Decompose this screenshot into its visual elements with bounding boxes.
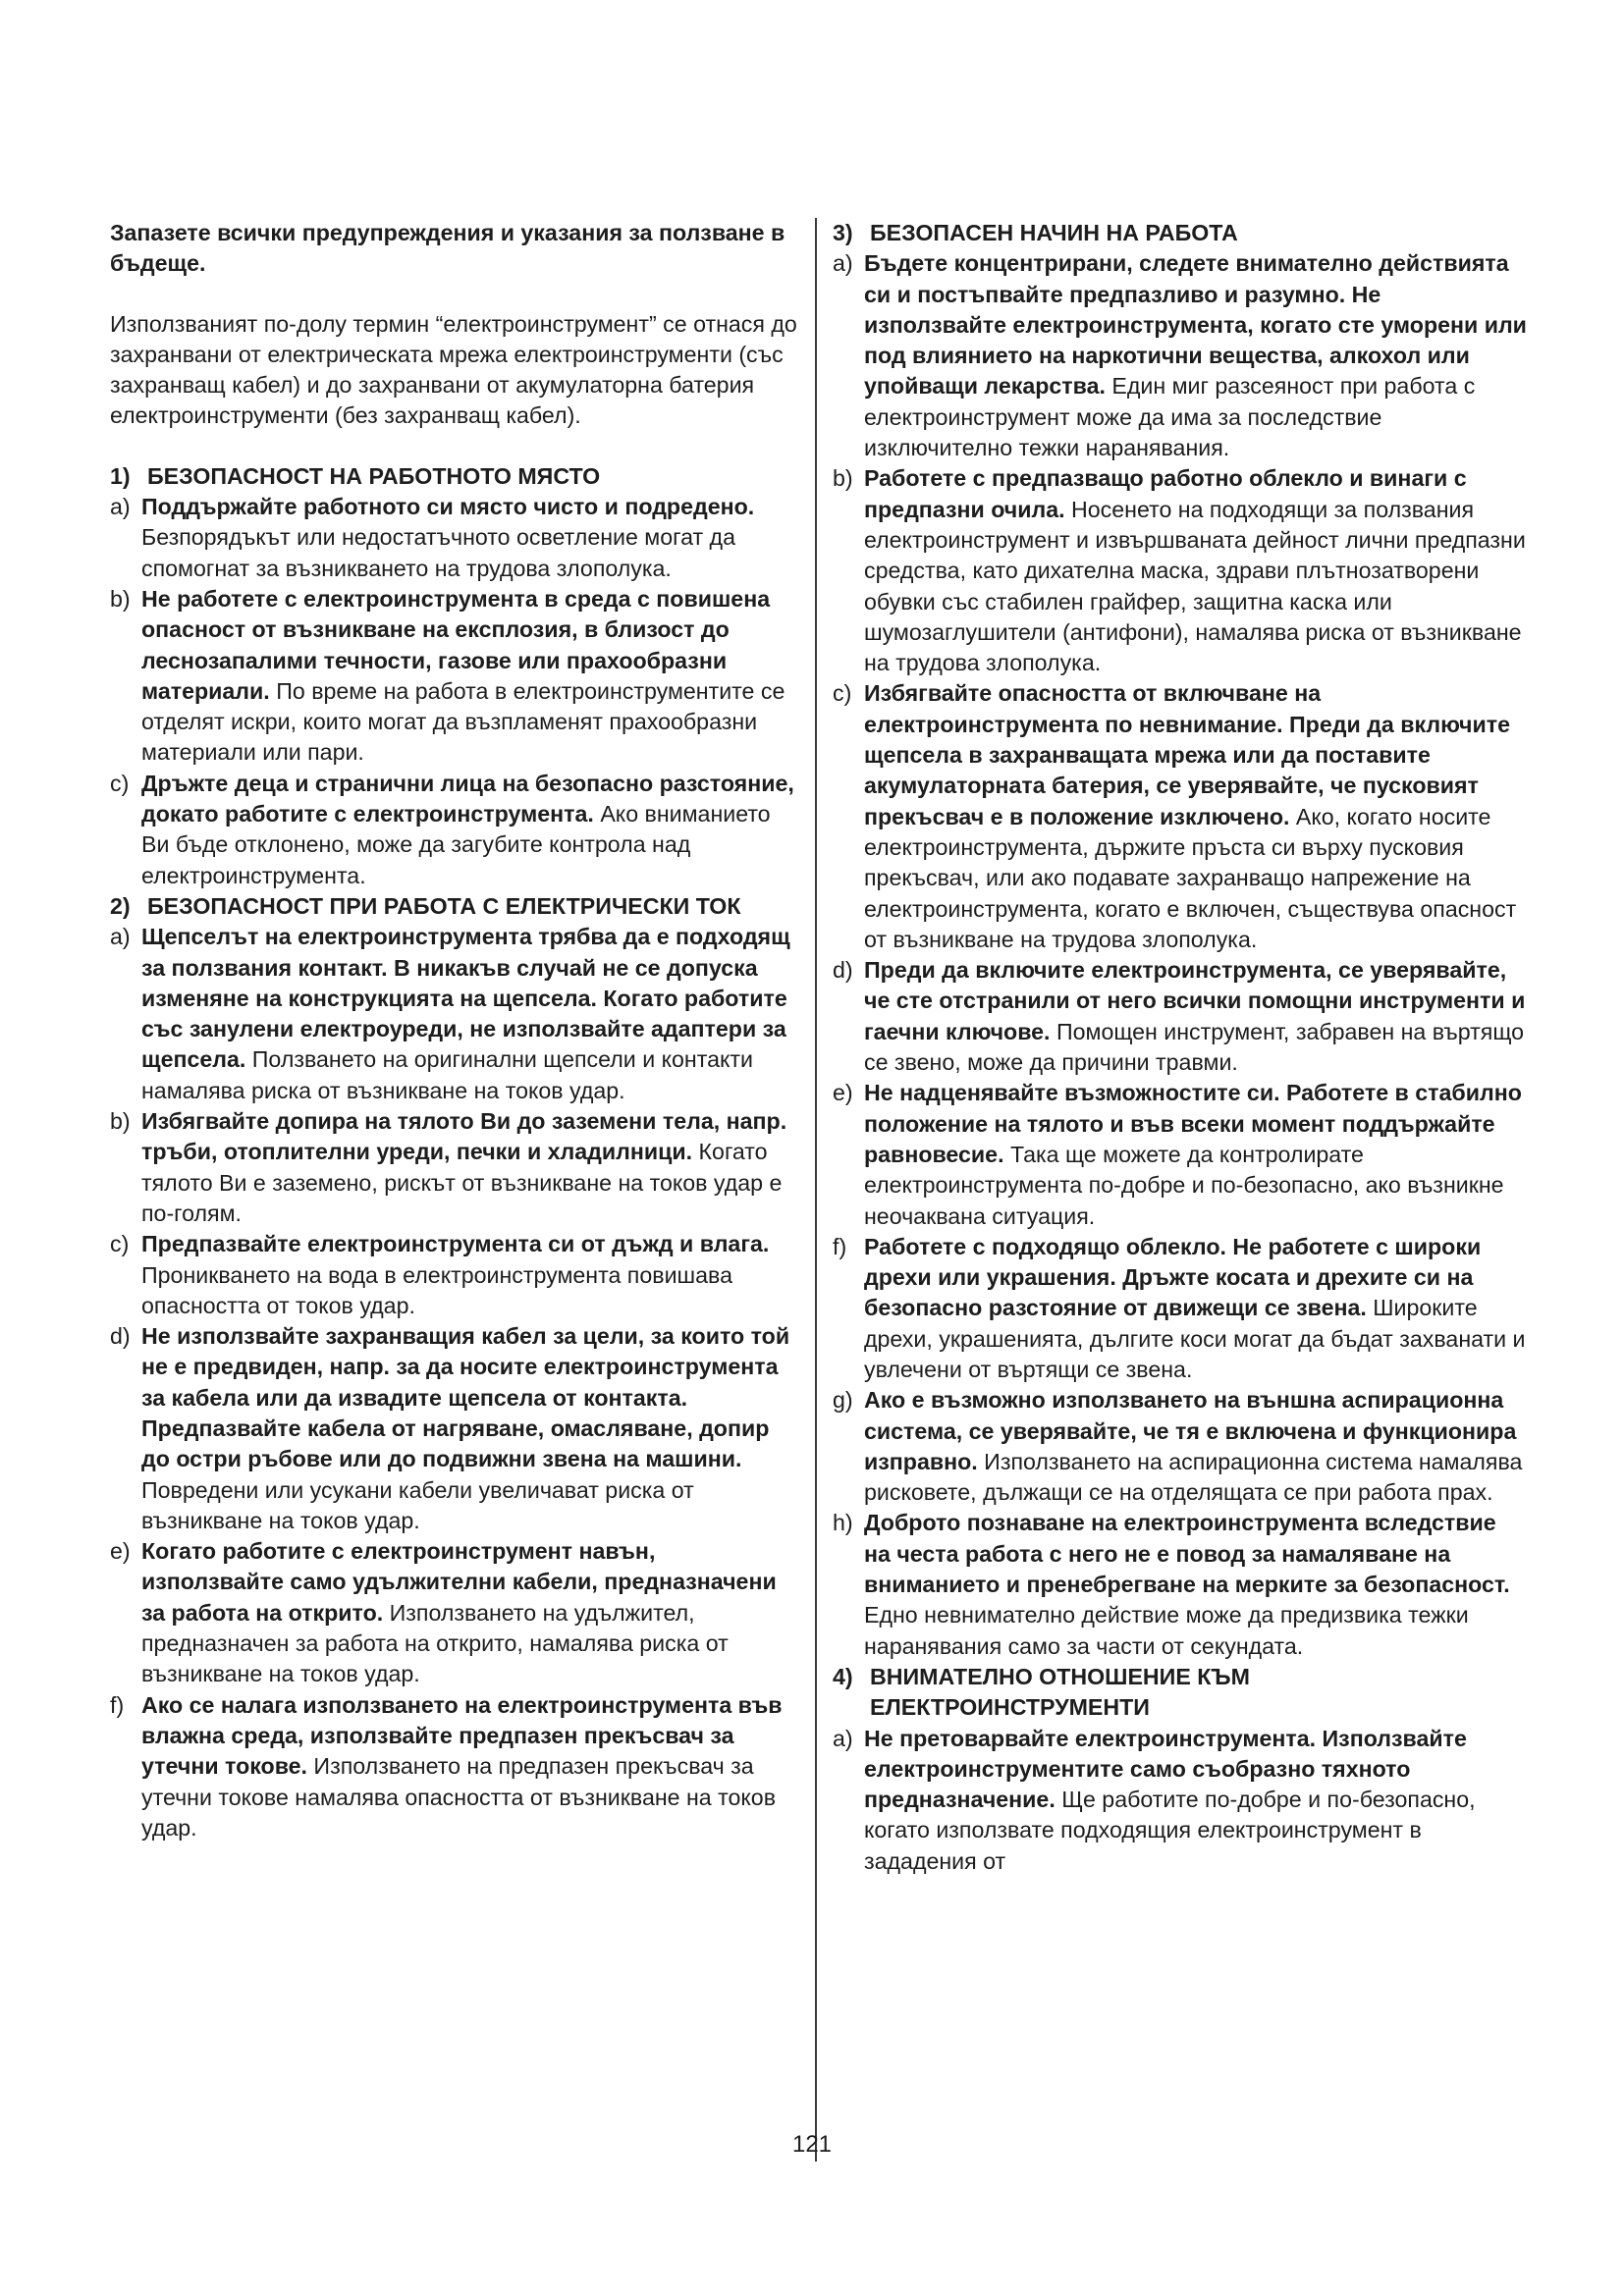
item-letter: e) xyxy=(833,1080,853,1106)
right-column xyxy=(833,218,1528,1877)
section-title: БЕЗОПАСНОСТ НА РАБОТНОТО МЯСТО xyxy=(147,462,601,489)
item-instruction: Преди да включите електроинструмента, се уверявайте, че сте отстранили от него всички помощни инструменти и гаечни ключове. xyxy=(864,957,1526,1044)
list-item xyxy=(110,1229,803,1321)
intro-definition: Използваният по-долу термин “електроинструмент” се отнася до захранвани от електрическата мрежа електроинструменти (със захранващ кабел) и до захранвани от акумулаторна батерия електроинструменти (без захранващ кабел). xyxy=(110,310,797,429)
item-text xyxy=(864,678,1528,955)
list-item xyxy=(833,1232,1528,1385)
list-item xyxy=(833,248,1528,463)
item-letter: a) xyxy=(833,1725,853,1751)
item-text xyxy=(864,1232,1528,1385)
section-number: 1) xyxy=(110,462,131,489)
section-title: БЕЗОПАСНОСТ ПРИ РАБОТА С ЕЛЕКТРИЧЕСКИ ТОК xyxy=(147,892,741,919)
item-instruction: Доброто познаване на електроинструмента вследствие на честа работа с него не е повод за намаляване на вниманието и пренебрегване на мерките за безопасност. xyxy=(864,1510,1510,1598)
item-explanation: Използването на аспирационна система намалява рисковете, дължащи се на отделящата се при работа прах. xyxy=(864,1448,1523,1506)
item-text xyxy=(864,1724,1528,1877)
item-explanation: Ако вниманието Ви бъде отклонено, може да загубите контрола над електроинструмента. xyxy=(141,801,771,888)
item-instruction: Бъдете концентрирани, следете внимателно действията си и постъпвайте предпазливо и разумно. Не използвайте електроинструмента, когато сте уморени или под влиянието на наркотични вещества, алкохол или упойващи лекарства. xyxy=(864,250,1527,400)
item-instruction: Избягвайте допира на тялото Ви до заземени тела, напр. тръби, отоплителни уреди, печки и хладилници. xyxy=(141,1108,787,1165)
list-item xyxy=(833,463,1528,678)
item-text xyxy=(864,1385,1528,1508)
item-instruction: Не използвайте захранващия кабел за цели, за които той не е предвиден, напр. за да носите електроинструмента за кабела или да извадите щепсела от контакта. Предпазвайте кабела от нагряване, омасляване, допир до остри ръбове или до подвижни звена на машини. xyxy=(141,1323,790,1472)
item-letter: g) xyxy=(833,1387,853,1414)
item-text xyxy=(141,1321,803,1536)
list-item xyxy=(833,955,1528,1078)
section-heading xyxy=(110,891,803,922)
item-explanation: Проникването на вода в електроинструмента повишава опасността от токов удар. xyxy=(141,1261,732,1318)
list-item xyxy=(833,1508,1528,1661)
page-number: 121 xyxy=(791,2131,833,2158)
item-letter: h) xyxy=(833,1510,853,1536)
item-instruction: Щепселът на електроинструмента трябва да е подходящ за ползвания контакт. В никакъв случай не се допуска изменяне на конструкцията на щепсела. Когато работите със занулени електроуреди, не използвайте адаптери за щепсела. xyxy=(141,924,790,1073)
list-item xyxy=(833,1385,1528,1508)
item-text xyxy=(141,492,803,584)
item-instruction: Избягвайте опасността от включване на електроинструмента по невнимание. Преди да включите щепсела в захранващата мрежа или да поставите акумулаторната батерия, се уверявайте, че пусковият прекъсвач е в положение изключено. xyxy=(864,680,1510,829)
item-instruction: Дръжте деца и странични лица на безопасно разстояние, докато работите с електроинструмента. xyxy=(141,770,794,828)
item-letter: c) xyxy=(110,1231,130,1257)
item-instruction: Ако е възможно използването на външна аспирационна система, се уверявайте, че тя е включена и функционира изправно. xyxy=(864,1387,1517,1474)
item-explanation: Ползването на оригинални щепсели и контакти намалява риска от възникване на токов удар. xyxy=(141,1046,753,1103)
section-heading xyxy=(833,218,1528,248)
section-heading xyxy=(833,1662,1528,1724)
item-text xyxy=(864,1508,1528,1661)
list-item xyxy=(110,1690,803,1843)
item-letter: b) xyxy=(110,1108,131,1135)
list-item xyxy=(833,1724,1528,1877)
column-divider xyxy=(815,218,817,2162)
list-item xyxy=(110,769,803,891)
item-text xyxy=(141,1536,803,1689)
list-item xyxy=(110,492,803,584)
section-number: 4) xyxy=(833,1663,853,1689)
item-instruction: Когато работите с електроинструмент навън, използвайте само удължителни кабели, предназначени за работа на открито. xyxy=(141,1538,777,1626)
item-explanation: Така ще можете да контролирате електроинструмента по-добре и по-безопасно, ако възникне неочаквана ситуация. xyxy=(864,1141,1504,1229)
item-letter: d) xyxy=(833,957,853,984)
item-text xyxy=(141,769,803,891)
item-explanation: Широките дрехи, украшенията, дългите коси могат да бъдат захванати и увлечени от въртящи се звена. xyxy=(864,1295,1526,1382)
item-instruction: Работете с предпазващо работно облекло и винаги с предпазни очила. xyxy=(864,465,1467,522)
item-letter: b) xyxy=(833,465,853,492)
item-text xyxy=(141,1106,803,1229)
item-explanation: Ще работите по-добре и по-безопасно, когато използвате подходящия електроинструмент в зададения от xyxy=(864,1787,1476,1874)
item-explanation: Помощен инструмент, забравен на въртящо се звено, може да причини травми. xyxy=(864,1018,1525,1076)
item-instruction: Не работете с електроинструмента в среда с повишена опасност от възникване на експлозия, в близост до леснозапалими течности, газове или прахообразни материали. xyxy=(141,585,771,704)
item-explanation: Носенето на подходящи за ползвания електроинструмент и извършваната дейност лични предпазни средства, като дихателна маска, здрави плътнозатворени обувки със стабилен грайфер, защитна каска или шумозаглушители (антифони), намалява риска от възникване на трудова злополука. xyxy=(864,496,1526,676)
item-instruction: Предпазвайте електроинструмента си от дъжд и влага. xyxy=(141,1231,770,1257)
item-letter: a) xyxy=(833,250,853,277)
item-explanation: Използването на удължител, предназначен за работа на открито, намалява риска от възникване на токов удар. xyxy=(141,1599,729,1687)
section-heading xyxy=(110,461,803,492)
item-text xyxy=(864,1078,1528,1231)
list-item xyxy=(110,1106,803,1229)
item-text xyxy=(864,463,1528,678)
item-explanation: Използването на предпазен прекъсвач за утечни токове намалява опасността от възникване на токов удар. xyxy=(141,1753,777,1841)
item-explanation: Един миг разсеяност при работа с електроинструмент може да има за последствие изключително тежки наранявания. xyxy=(864,373,1476,461)
intro-warning: Запазете всички предупреждения и указания за ползване в бъдеще. xyxy=(110,220,785,277)
item-letter: f) xyxy=(110,1691,125,1718)
item-instruction: Ако се налага използването на електроинструмента във влажна среда, използвайте предпазен прекъсвач за утечни токове. xyxy=(141,1691,783,1780)
list-item xyxy=(833,678,1528,955)
item-explanation: Безпорядъкът или недостатъчното осветление могат да спомогнат за възникването на трудова злополука. xyxy=(141,524,735,581)
right-sections xyxy=(833,218,1528,1877)
item-text xyxy=(141,922,803,1106)
item-instruction: Работете с подходящо облекло. Не работете с широки дрехи или украшения. Дръжте косата и дрехите си на безопасно разстояние от движещи се звена. xyxy=(864,1233,1482,1321)
list-item xyxy=(110,922,803,1106)
item-text xyxy=(864,248,1528,463)
item-explanation: Повредени или усукани кабели увеличават риска от възникване на токов удар. xyxy=(141,1476,694,1533)
item-text xyxy=(141,1690,803,1843)
item-letter: f) xyxy=(833,1233,847,1259)
section-title: БЕЗОПАСЕН НАЧИН НА РАБОТА xyxy=(870,220,1238,245)
left-sections xyxy=(110,461,803,1843)
item-text xyxy=(141,584,803,769)
item-letter: e) xyxy=(110,1538,131,1565)
item-text xyxy=(864,955,1528,1078)
item-explanation: Едно невнимателно действие може да предизвика тежки наранявания само за части от секундата. xyxy=(864,1602,1469,1659)
item-instruction: Не надценявайте възможностите си. Работете в стабилно положение на тялото и във всеки момент поддържайте равновесие. xyxy=(864,1080,1522,1167)
item-letter: d) xyxy=(110,1323,131,1350)
section-number: 3) xyxy=(833,220,853,245)
item-letter: c) xyxy=(110,770,130,796)
list-item xyxy=(110,1536,803,1689)
section-title: ВНИМАТЕЛНО ОТНОШЕНИЕ КЪМ ЕЛЕКТРОИНСТРУМЕНТИ xyxy=(870,1663,1250,1721)
item-instruction: Поддържайте работното си място чисто и подредено. xyxy=(141,494,755,520)
section-number: 2) xyxy=(110,892,131,919)
item-letter: a) xyxy=(110,924,131,950)
item-letter: a) xyxy=(110,494,131,520)
list-item xyxy=(110,1321,803,1536)
item-explanation: Когато тялото Ви е заземено, рискът от възникване на токов удар е по-голям. xyxy=(141,1139,783,1226)
item-text xyxy=(141,1229,803,1321)
item-explanation: По време на работа в електроинструментите се отделят искри, които могат да възпламенят прахообразни материали или пари. xyxy=(141,677,785,766)
item-letter: b) xyxy=(110,585,131,612)
list-item xyxy=(110,584,803,769)
list-item xyxy=(833,1078,1528,1231)
left-column xyxy=(110,218,803,1843)
item-instruction: Не претоварвайте електроинструмента. Използвайте електроинструментите само съобразно тяхното предназначение. xyxy=(864,1725,1467,1813)
item-letter: c) xyxy=(833,680,852,707)
item-explanation: Ако, когато носите електроинструмента, държите пръста си върху пусковия прекъсвач, или ако подавате захранващо напрежение на електроинструмента, когато е включен, съществува опасност от възникване на трудова злополука. xyxy=(864,803,1517,952)
